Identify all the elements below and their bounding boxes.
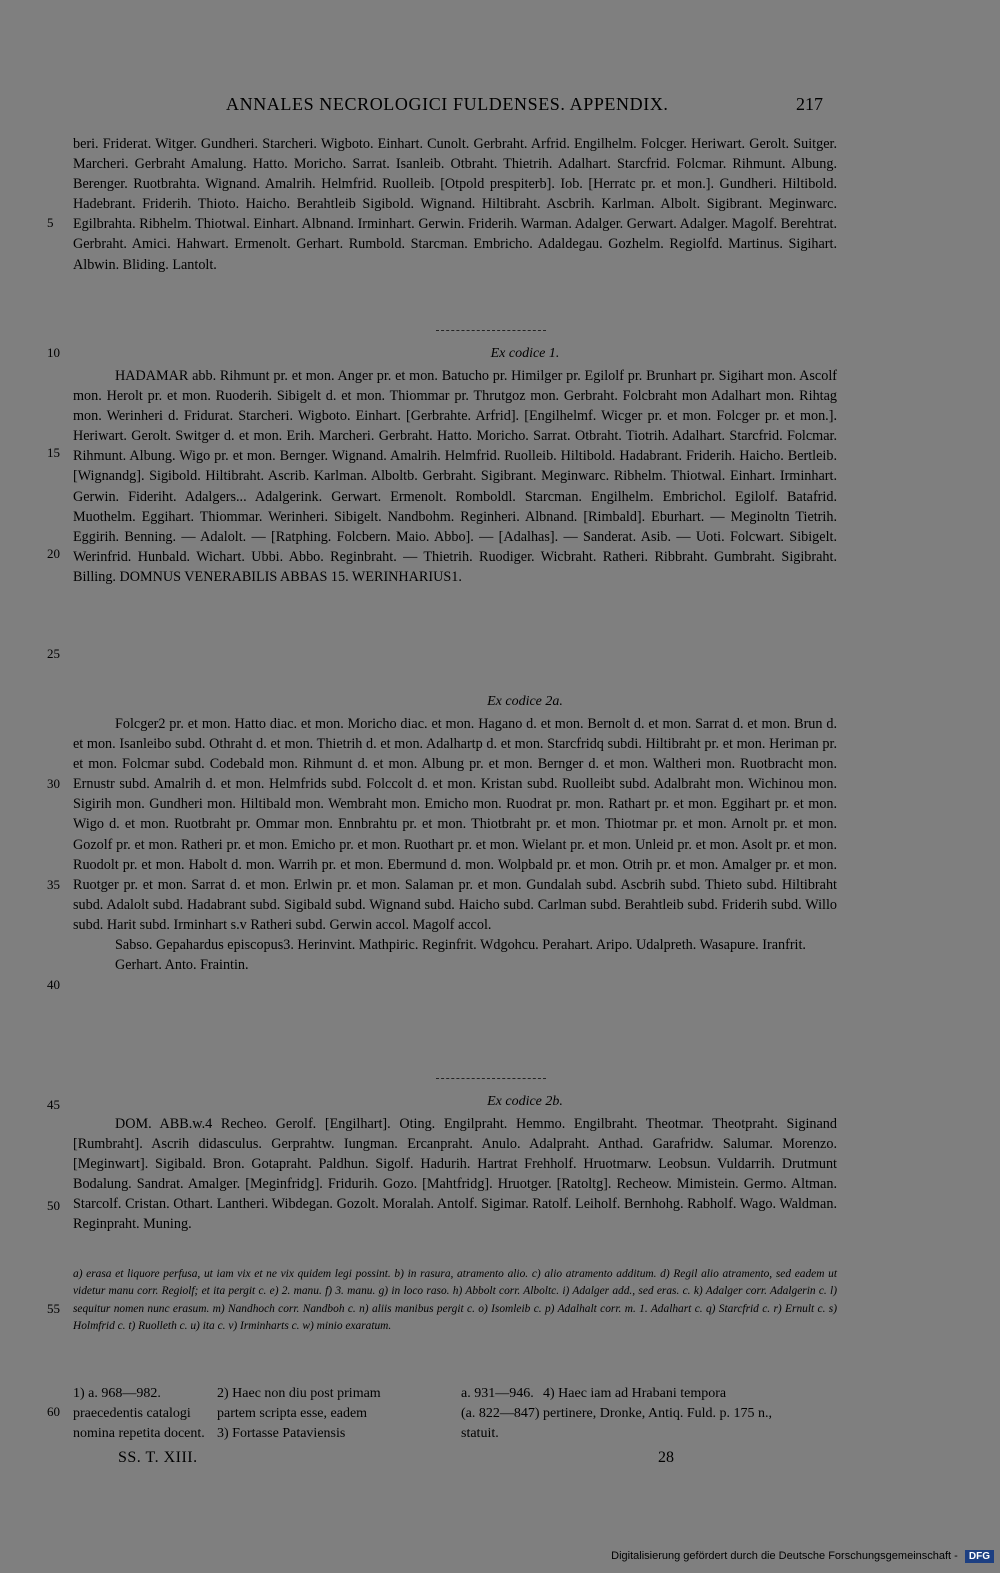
codex-2a-section — [73, 714, 837, 975]
footnote-line: pertinere, Dronke, Antiq. Fuld. p. 175 n., — [543, 1406, 773, 1421]
line-number: 50 — [47, 1198, 60, 1213]
credit-text: Digitalisierung gefördert durch die Deutsche Forschungsgemeinschaft - — [611, 1550, 958, 1562]
line-number: 45 — [47, 1097, 60, 1112]
codex-1-section — [73, 366, 837, 587]
footnote-line: 1) a. 968—982. — [73, 1386, 161, 1401]
apparatus-notes: a) erasa et liquore perfusa, ut iam vix et ne vix quidem legi possint. b) in rasura, atramento alio. c) alio atramento additum. d) Regil alio atramento, sed eadem ut videtur manu corr. Regiolf; et ita pergit c. e) 2. manu. f) 3. manu. g) in loco raso. h) Abbolt corr. Alboltc. i) Adalger add., sed eras. c. k) Adalger corr. Adalgerin c. l) sequitur nomen nunc erasum. m) Nandhoch corr. Nandboh c. n) aliis manibus pergit c. o) Isomleib c. p) Adalhalt corr. m. 1. Adalhart c. q) Starcfrid c. r) Ernult c. s) Holmfrid c. t) Ruolleth c. u) ita c. v) Irminharts c. w) minio exaratum. — [73, 1268, 837, 1333]
volume-signature: SS. T. XIII. — [118, 1449, 198, 1466]
line-number: 5 — [47, 215, 54, 230]
dfg-logo: DFG — [965, 1550, 994, 1563]
footnote-line: (a. 822—847) — [461, 1406, 540, 1421]
source-heading — [0, 1094, 1000, 1110]
footnote-column — [217, 1384, 449, 1444]
line-number: 20 — [47, 546, 60, 561]
codex-2b-section — [73, 1114, 837, 1235]
line-number: 60 — [47, 1404, 60, 1419]
footnote-line: praecedentis catalogi — [73, 1406, 191, 1421]
name-list: Gerhart. Anto. Fraintin. — [115, 957, 249, 974]
source-heading — [0, 346, 1000, 362]
line-number: 40 — [47, 977, 60, 992]
line-number: 30 — [47, 776, 60, 791]
digitization-credit — [611, 1550, 994, 1563]
critical-apparatus — [73, 1266, 837, 1336]
codex-2a-heading: Ex codice 2a. — [487, 694, 563, 709]
name-list: Folcger2 pr. et mon. Hatto diac. et mon. Moricho diac. et mon. Hagano d. et mon. Bernolt d. et mon. Sarrat d. et mon. Brun d. et mon. Isanleibo subd. Othraht d. et mon. Thietrih d. et mon. Adalhartp d. et mon. Starcfridq subdi. Hiltibraht pr. et mon. Heriman pr. et mon. Folcmar subd. Codebald mon. Rihmunt d. et mon. Albung pr. et mon. Bernger d. et mon. Waltheri mon. Ruotbracht mon. Ernustr subd. Amalrih d. et mon. Helmfrids subd. Folccolt d. et mon. Kristan subd. Ruolleibt subd. Adalbraht mon. Wichinou mon. Sigirih mon. Gundheri mon. Hiltibald mon. Wembraht mon. Emicho mon. Ruodrat pr. mon. Rathart pr. et mon. Eggihart pr. et mon. Wigo d. et mon. Ruotbraht pr. Ommar mon. Ennbrahtu pr. et mon. Thiotbraht pr. et mon. Thiotmar pr. et mon. Arnolt pr. et mon. Gozolf pr. et mon. Ratheri pr. et mon. Emicho pr. et mon. Ruothart pr. et mon. Wielant pr. et mon. Unleid pr. et mon. Asolt pr. et mon. Ruodolt pr. et mon. Habolt d. mon. Warrih pr. et mon. Ebermund d. mon. Wolpbald pr. et mon. Otrih pr. et mon. Amalger pr. et mon. Ruotger pr. et mon. Sarrat d. et mon. Erlwin pr. et mon. Salaman pr. et mon. Gundalah subd. Ascbrih subd. Thieto subd. Hiltibraht subd. Adalolt subd. Hadabrant subd. Sigibald subd. Wignand subd. Haicho subd. Carlman subd. Berahtleib subd. Friderih subd. Willo subd. Harit subd. Irminhart s.v Ratheri subd. Gerwin accol. Magolf accol. — [73, 716, 837, 933]
line-number: 15 — [47, 445, 60, 460]
page-number: 217 — [796, 94, 823, 114]
footnote-line: 2) Haec non diu post primam — [217, 1386, 381, 1401]
footnote-line: statuit. — [461, 1426, 499, 1441]
footnote-column — [543, 1384, 843, 1424]
name-list: DOM. ABB.w.4 Recheo. Gerolf. [Engilhart]. Oting. Engilpraht. Hemmo. Engilbraht. Theotmar. Theotpraht. Siginand [Rumbraht]. Ascrih didasculus. Gerprahtw. Iungman. Ercanpraht. Anulo. Adalpraht. Anthad. Garafridw. Salumar. Morenzo. [Meginwart]. Sigibald. Bron. Gotapraht. Paldhun. Sigolf. Hadurih. Hartrat Frehholf. Hruotmarw. Leobsun. Vuldarrih. Drutmunt Bodalung. Sandrat. Amalger. [Meginfridg]. Fridurih. Gozo. [Mahtfridg]. Hruotger. [Ratoltg]. Recheow. Mimistein. Germo. Altman. Starcolf. Cristan. Othart. Lantheri. Wibdegan. Gozolt. Moralah. Antolf. Sigimar. Ratolf. Leiholf. Bernhohg. Rabholf. Wago. Waldman. Reginpraht. Muning. — [73, 1116, 837, 1233]
necrology-list-continued — [73, 134, 837, 275]
footnote-line: partem scripta esse, eadem — [217, 1406, 368, 1421]
line-number: 35 — [47, 877, 60, 892]
line-number: 55 — [47, 1301, 60, 1316]
name-list: beri. Friderat. Witger. Gundheri. Starcheri. Wigboto. Einhart. Cunolt. Gerbraht. Arfrid. Engilhelm. Folcger. Heriwart. Gerolt. Suitger. Marcheri. Gerbraht Amalung. Hatto. Moricho. Sarrat. Isanleib. Otbraht. Thietrih. Adalhart. Starcfrid. Folcmar. Rihmunt. Albung. Berenger. Ruotbrahta. Wignand. Amalrih. Helmfrid. Ruolleib. [Otpold prespiterb]. Iob. [Herratc pr. et mon.]. Gundheri. Hiltibold. Hadebrant. Friderih. Thioto. Haicho. Berahtleib Sigibold. Wignand. Hiltibraht. Ascbrih. Karlman. Albolt. Sigibrant. Meginwarc. Egilbrahta. Ribhelm. Thiotwal. Einhart. Albnand. Irminhart. Gerwin. Friderih. Warman. Adalger. Gerwart. Adalger. Magolf. Berehtrat. Gerbraht. Amici. Hahwart. Ermenolt. Gerhart. Rumbold. Starcman. Embricho. Adaldegau. Gozhelm. Regiolfd. Martinus. Sigihart. Albwin. Bliding. Lantolt. — [73, 136, 837, 273]
name-list: Sabso. Gepahardus episcopus3. Herinvint. Mathpiric. Reginfrit. Wdgohcu. Perahart. Aripo. Udalpreth. Wasapure. Iranfrit. — [115, 937, 806, 954]
line-number: 25 — [47, 646, 60, 661]
footnote-line: 3) Fortasse Pataviensis — [217, 1426, 346, 1441]
line-number: 10 — [47, 345, 60, 360]
source-heading — [0, 694, 1000, 710]
running-title: ANNALES NECROLOGICI FULDENSES. APPENDIX. — [226, 94, 669, 114]
section-divider — [436, 1078, 546, 1079]
footnote-line: a. 931—946. — [461, 1386, 534, 1401]
sheet-number: 28 — [658, 1449, 674, 1466]
page-header — [0, 94, 1000, 120]
footnote-line: 4) Haec iam ad Hrabani tempora — [543, 1386, 727, 1401]
section-divider — [436, 330, 546, 331]
name-list: HADAMAR abb. Rihmunt pr. et mon. Anger pr. et mon. Batucho pr. Himilger pr. Egilolf pr. Brunhart pr. Sigihart mon. Ascolf mon. Herolt pr. et mon. Ruoderih. Sibigelt d. et mon. Thiommar pr. Thrutgoz mon. Gerbraht. Folcbraht mon Adalhart mon. Rihtag mon. Werinheri d. Fridurat. Starcheri. Wigboto. Einhart. [Gerbrahte. Arfrid]. [Engilhelmf. Wicger pr. et mon. Folcger pr. et mon.]. Heriwart. Gerolt. Switger d. et mon. Erih. Marcheri. Gerbraht. Hatto. Moricho. Sarrat. Otbraht. Tiotrih. Adalhart. Starcfrid. Folcmar. Rihmunt. Albung. Wigo pr. et mon. Bernger. Wignand. Amalrih. Helmfrid. Ruolleib. Hiltibold. Hadabrant. Friderih. Haicho. Bertleib. [Wignandg]. Sigibold. Hiltibraht. Ascrib. Karlman. Alboltb. Gerbraht. Sigibrant. Meginwarc. Ribhelm. Thiotwal. Einhart. Irminhart. Gerwin. Fideriht. Adalgers... Adalgerink. Gerwart. Ermenolt. Romboldl. Starcman. Engilhelm. Embrichol. Egilolf. Batafrid. Muothelm. Eggihart. Thiommar. Werinheri. Sibigelt. Nandbohm. Reginheri. Albnand. [Rimbald]. Eburhart. — Meginoltn Tietrih. Eggirih. Benning. — Adalolt. — [Ratphing. Folcbern. Maio. Abbo]. — [Adalhas]. — Sanderat. Asib. — Uoti. Folcwart. Sibigelt. Werinfrid. Hunbald. Wichart. Ubbi. Abbo. Reginbraht. — Thietrih. Ruodiger. Wicbraht. Ratheri. Ribbraht. Gumbraht. Sigibraht. Billing. DOMNUS VENERABILIS ABBAS 15. WERINHARIUS1. — [73, 368, 837, 585]
footnote-line: nomina repetita docent. — [73, 1426, 205, 1441]
codex-2b-heading: Ex codice 2b. — [487, 1094, 563, 1109]
codex-1-heading: Ex codice 1. — [490, 346, 560, 361]
